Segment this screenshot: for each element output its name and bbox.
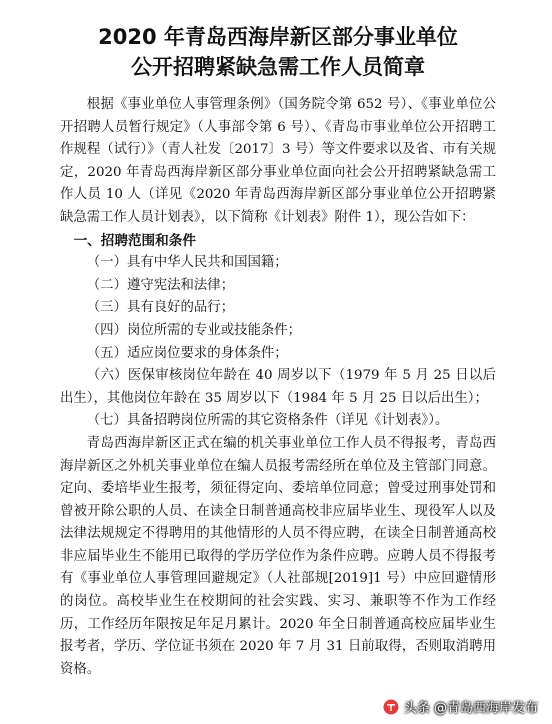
condition-item: （三）具有良好的品行；	[86, 300, 235, 316]
condition-item: （一）具有中华人民共和国国籍；	[86, 255, 288, 271]
toutiao-logo-icon	[382, 698, 400, 716]
watermark-text: 头条 @青岛西海岸发布	[403, 701, 538, 716]
intro-paragraph: 根据《事业单位人事管理条例》（国务院令第 652 号）、《事业单位公开招聘人员暂行规定》（人事部令第 6 号）、《青岛市事业单位公开招聘工作规程（试行）》（青人社发〔2017〕3 号）等文件要求以及省、市有关规定，2020 年青岛西海岸新区部分事业单位面向社会公开招聘紧缺急需工作人员 10 人（详见《2020 年青岛西海岸新区部分事业单位公开招聘紧缺急需工作人员计划表》，以下简称《计划表》附件 1），现公告如下：	[60, 97, 496, 225]
condition-item: （六）医保审核岗位年龄在 40 周岁以下（1979 年 5 月 25 日以后出生），其他岗位年龄在 35 周岁以下（1984 年 5 月 25 日以后出生）；	[60, 368, 496, 406]
condition-item: （二）遵守宪法和法律；	[86, 277, 235, 293]
condition-item: （七）具备招聘岗位所需的其它资格条件（详见《计划表》）。	[86, 413, 449, 429]
condition-item: （五）适应岗位要求的身体条件；	[86, 345, 288, 361]
toutiao-watermark	[382, 697, 538, 716]
restrictions-paragraph: 青岛西海岸新区正式在编的机关事业单位工作人员不得报考，青岛西海岸新区之外机关事业单位在编人员报考需经所在单位及主管部门同意。定向、委培毕业生报考，须征得定向、委培单位同意；曾受过刑事处罚和曾被开除公职的人员、在读全日制普通高校非应届毕业生、现役军人以及法律法规规定不得聘用的其他情形的人员不得应聘，在读全日制普通高校非应届毕业生不能用已取得的学历学位作为条件应聘。应聘人员不得报考有《事业单位人事管理回避规定》（人社部规[2019]1 号）中应回避情形的岗位。高校毕业生在校期间的社会实践、实习、兼职等不作为工作经历，工作经历年限按足年足月累计。2020 年全日制普通高校应届毕业生报考者，学历、学位证书须在 2020 年 7 月 31 日前取得，否则取消聘用资格。	[60, 435, 496, 677]
document-body	[60, 94, 496, 681]
document-title-line1: 2020 年青岛西海岸新区部分事业单位	[98, 25, 458, 49]
condition-item: （四）岗位所需的专业或技能条件；	[86, 322, 302, 338]
document-title-line2: 公开招聘紧缺急需工作人员简章	[131, 55, 425, 79]
section1-heading: 一、招聘范围和条件	[73, 232, 196, 249]
